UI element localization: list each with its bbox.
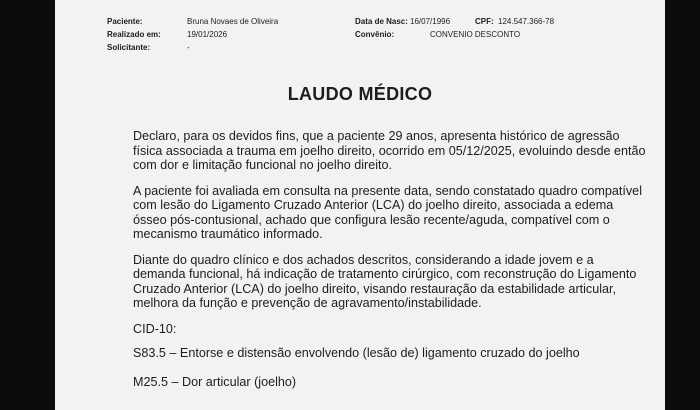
birthdate-label: Data de Nasc: — [355, 17, 408, 26]
insurance-label: Convênio: — [355, 30, 395, 39]
cpf-value: 124.547.366-78 — [498, 17, 555, 26]
insurance-value: CONVENIO DESCONTO — [430, 30, 521, 39]
report-body — [133, 129, 649, 403]
cpf-label: CPF: — [475, 17, 494, 26]
requester-label: Solicitante: — [107, 43, 151, 52]
cid-heading: CID-10: — [133, 321, 177, 336]
document-page — [55, 0, 665, 410]
patient-label: Paciente: — [107, 17, 143, 26]
patient-name: Bruna Novaes de Oliveira — [187, 17, 279, 26]
paragraph-history: Declaro, para os devidos fins, que a paciente 29 anos, apresenta histórico de agressão física associada a trauma em joelho direito, ocorrido em 05/12/2025, evoluindo desde então com dor e limitação funcional no joelho direito. — [133, 129, 646, 172]
document-title: LAUDO MÉDICO — [287, 84, 433, 104]
paragraph-indication: Diante do quadro clínico e dos achados descritos, considerando a idade jovem e a demanda funcional, há indicação de tratamento cirúrgico, com reconstrução do Ligamento Cruzado Anterior (LCA) do joelho direito, visando restauração da estabilidade articular, melhora da função e prevenção de agravamento/instabilidade. — [133, 252, 637, 310]
cid-item-m255: M25.5 – Dor articular (joelho) — [133, 374, 297, 389]
requester-value: - — [187, 43, 190, 52]
paragraph-evaluation: A paciente foi avaliada em consulta na presente data, sendo constatado quadro compatível com lesão do Ligamento Cruzado Anterior (LCA) do joelho direito, associada a edema ósseo pós-contusional, achado que configura lesão recente/aguda, compatível com o mecanismo traumático informado. — [133, 183, 642, 241]
performed-date: 19/01/2026 — [187, 30, 228, 39]
birthdate-value: 16/07/1996 — [410, 17, 451, 26]
cid-item-s835: S83.5 – Entorse e distensão envolvendo (lesão de) ligamento cruzado do joelho — [133, 346, 580, 360]
performed-label: Realizado em: — [107, 30, 161, 39]
